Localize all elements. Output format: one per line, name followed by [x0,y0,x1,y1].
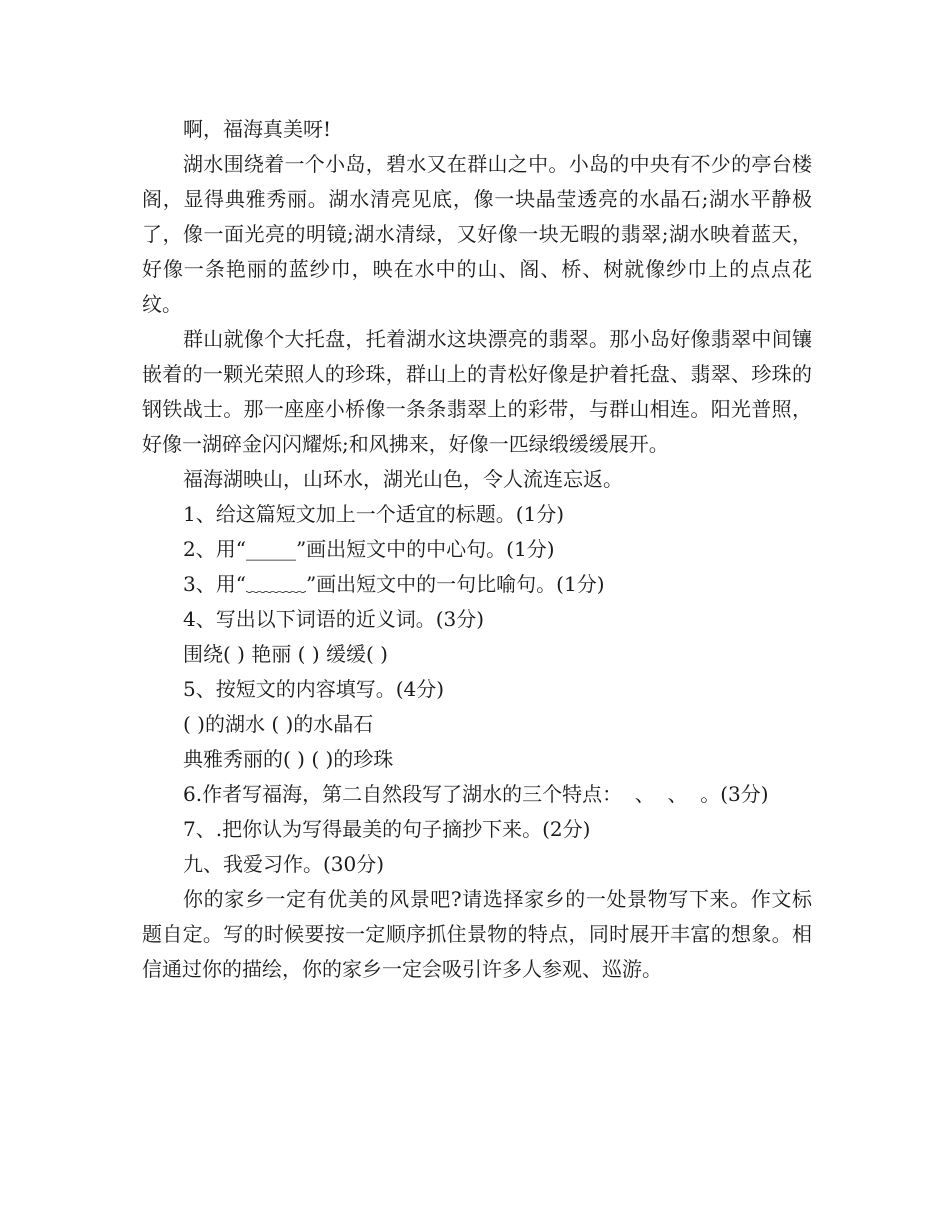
paragraph-conclusion: 福海湖映山，山环水，湖光山色，令人流连忘返。 [183,467,623,491]
question-5-blanks-row-1: ( )的湖水 ( )的水晶石 [183,712,374,736]
question-4-blanks: 围绕( ) 艳丽 ( ) 缓缓( ) [183,642,388,666]
question-3: 3、用“﹏﹏﹏”画出短文中的一句比喻句。(1分) [183,572,605,596]
paragraph-exclamation: 啊，福海真美呀! [183,117,332,141]
paragraph-mountains: 群山就像个大托盘，托着湖水这块漂亮的翡翠。那小岛好像翡翠中间镶嵌着的一颗光荣照人的珍珠，群山上的青松好像是护着托盘、翡翠、珍珠的钢铁战士。那一座座小桥像一条条翡翠上的彩带，与群山相连。阳光普照，好像一湖碎金闪闪耀烁;和风拂来，好像一匹绿缎缓缓展开。 [142,327,812,456]
section-9-heading: 九、我爱习作。(30分) [183,852,385,876]
question-7: 7、.把你认为写得最美的句子摘抄下来。(2分) [183,817,591,841]
question-5-blanks-row-2: 典雅秀丽的( ) ( )的珍珠 [183,747,394,771]
document-body [142,112,812,987]
section-9-prompt: 你的家乡一定有优美的风景吧?请选择家乡的一处景物写下来。作文标题自定。写的时候要按一定顺序抓住景物的特点，同时展开丰富的想象。相信通过你的描绘，你的家乡一定会吸引许多人参观、巡游。 [142,887,812,981]
question-5: 5、按短文的内容填写。(4分) [183,677,445,701]
question-1: 1、给这篇短文加上一个适宜的标题。(1分) [183,502,565,526]
question-6: 6.作者写福海，第二自然段写了湖水的三个特点： 、 、 。(3分) [183,782,769,806]
question-4: 4、写出以下词语的近义词。(3分) [183,607,485,631]
question-2: 2、用“_____”画出短文中的中心句。(1分) [183,537,555,561]
paragraph-lake-description: 湖水围绕着一个小岛，碧水又在群山之中。小岛的中央有不少的亭台楼阁，显得典雅秀丽。湖水清亮见底，像一块晶莹透亮的水晶石;湖水平静极了，像一面光亮的明镜;湖水清绿，又好像一块无暇的翡翠;湖水映着蓝天，好像一条艳丽的蓝纱巾，映在水中的山、阁、桥、树就像纱巾上的点点花纹。 [142,152,812,316]
